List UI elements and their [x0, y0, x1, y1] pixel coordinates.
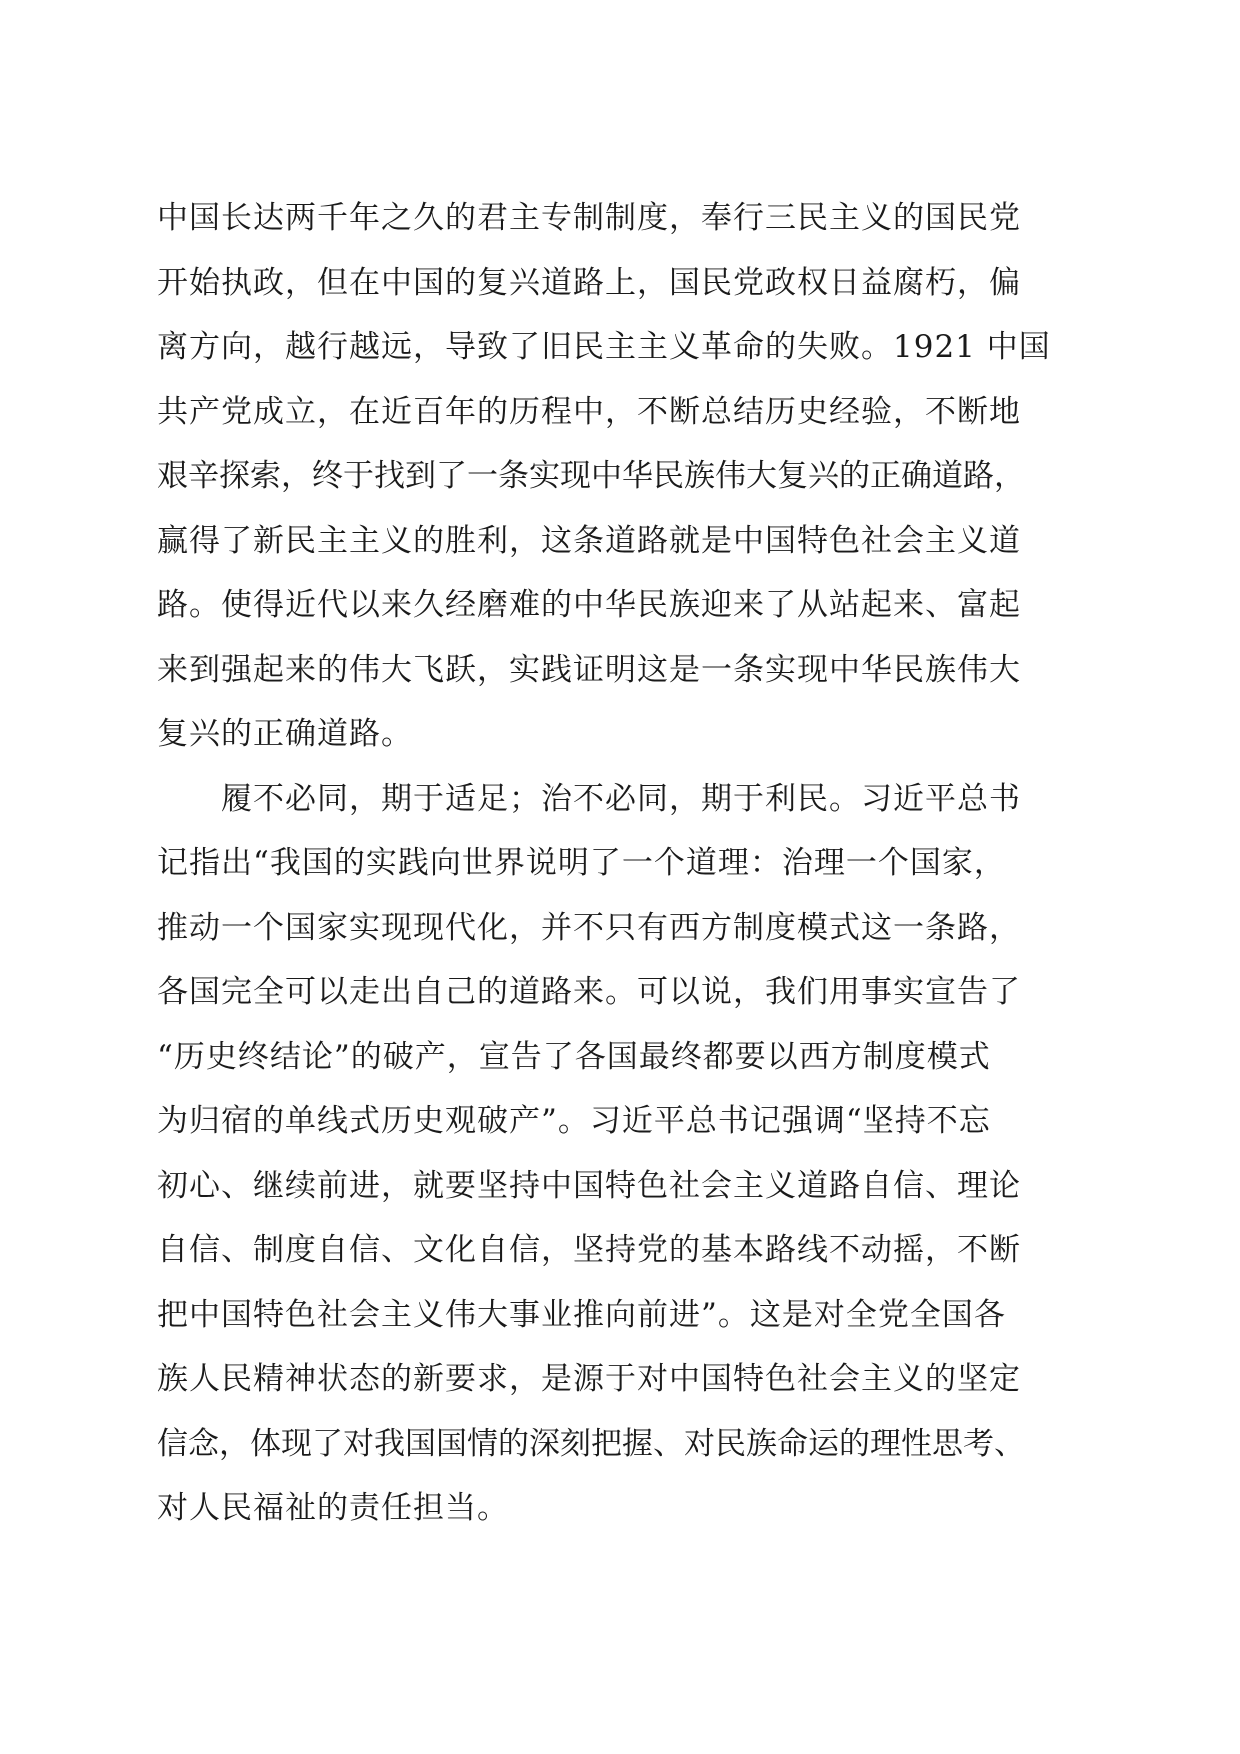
text-line: 各国完全可以走出自己的道路来。可以说，我们用事实宣告了	[157, 974, 1021, 1010]
body-text	[157, 186, 1117, 1541]
text-line: 离方向，越行越远，导致了旧民主主义革命的失败。1921 中国	[157, 329, 1051, 365]
text-line: 赢得了新民主主义的胜利，这条道路就是中国特色社会主义道	[157, 522, 1021, 559]
text-line: 履不必同，期于适足；治不必同，期于利民。习近平总书	[221, 780, 1021, 817]
text-line: 自信、制度自信、文化自信，坚持党的基本路线不动摇，不断	[157, 1232, 1021, 1268]
text-line: 对人民福祉的责任担当。	[157, 1490, 509, 1526]
text-line: 中国长达两千年之久的君主专制制度，奉行三民主义的国民党	[157, 200, 1021, 236]
text-line: 来到强起来的伟大飞跃，实践证明这是一条实现中华民族伟大	[157, 651, 1021, 688]
text-line: 复兴的正确道路。	[157, 716, 413, 752]
text-line: 族人民精神状态的新要求，是源于对中国特色社会主义的坚定	[157, 1361, 1021, 1397]
text-line: 信念，体现了对我国国情的深刻把握、对民族命运的理性思考、	[157, 1425, 1025, 1462]
paragraph-1	[157, 186, 1117, 767]
text-line: 推动一个国家实现现代化，并不只有西方制度模式这一条路，	[157, 909, 1021, 946]
text-line: 为归宿的单线式历史观破产”。习近平总书记强调“坚持不忘	[157, 1103, 991, 1139]
text-line: 艰辛探索，终于找到了一条实现中华民族伟大复兴的正确道路，	[157, 458, 1025, 494]
text-line: 记指出“我国的实践向世界说明了一个道理：治理一个国家，	[157, 845, 1006, 881]
text-line: 把中国特色社会主义伟大事业推向前进”。这是对全党全国各	[157, 1296, 1006, 1333]
text-line: 开始执政，但在中国的复兴道路上，国民党政权日益腐朽，偏	[157, 264, 1021, 301]
text-line: 初心、继续前进，就要坚持中国特色社会主义道路自信、理论	[157, 1167, 1021, 1204]
text-line: 共产党成立，在近百年的历程中，不断总结历史经验，不断地	[157, 393, 1021, 430]
text-line: “历史终结论”的破产，宣告了各国最终都要以西方制度模式	[157, 1038, 991, 1075]
paragraph-2	[157, 767, 1117, 1541]
text-line: 路。使得近代以来久经磨难的中华民族迎来了从站起来、富起	[157, 587, 1021, 623]
